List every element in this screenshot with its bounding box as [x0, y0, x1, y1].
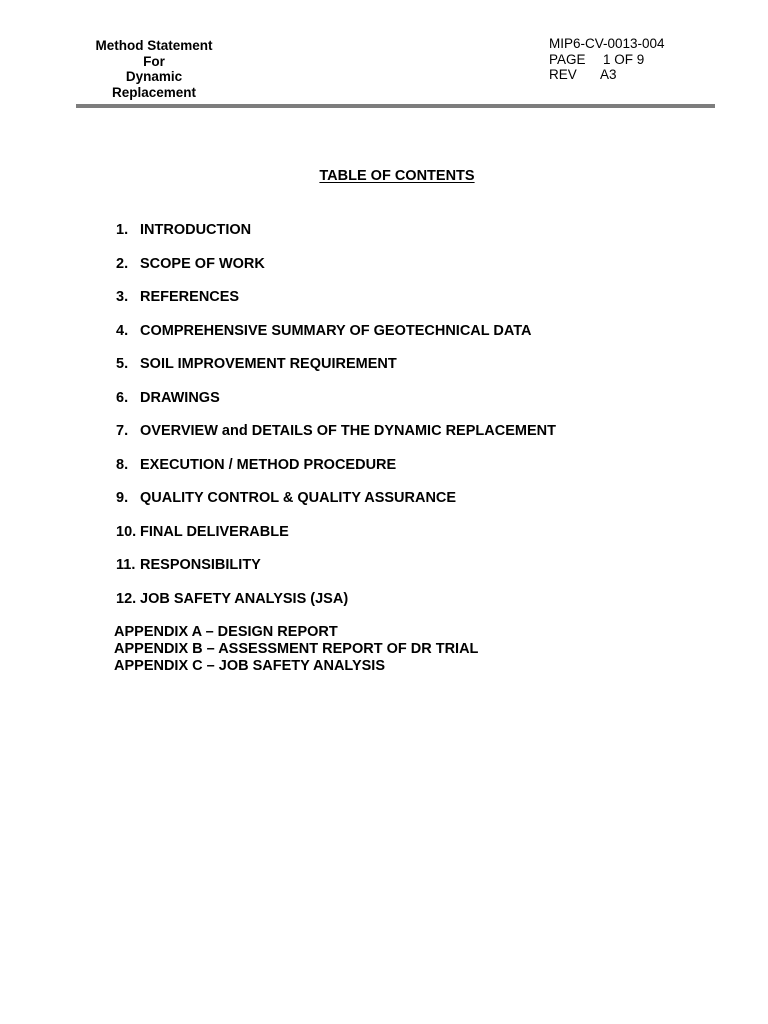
toc-item-number: 9. — [116, 490, 129, 507]
toc-list — [116, 221, 556, 624]
toc-item-label: COMPREHENSIVE SUMMARY OF GEOTECHNICAL DATA — [140, 322, 532, 339]
document-title-line: Replacement — [111, 84, 197, 100]
toc-item-label: SOIL IMPROVEMENT REQUIREMENT — [140, 356, 397, 373]
toc-item — [116, 221, 556, 255]
document-number: MIP6-CV-0013-004 — [549, 36, 665, 51]
toc-item-number: 3. — [116, 289, 129, 306]
toc-item-label: SCOPE OF WORK — [140, 255, 265, 272]
toc-item — [116, 456, 556, 490]
revision-label: REV — [549, 67, 577, 82]
toc-item-label: RESPONSIBILITY — [140, 557, 261, 574]
toc-item-number: 4. — [116, 322, 129, 339]
toc-item-number: 8. — [116, 456, 129, 473]
toc-item-label: INTRODUCTION — [140, 222, 252, 238]
document-title-line: Dynamic — [125, 69, 183, 84]
document-title — [84, 38, 224, 100]
appendix-item: APPENDIX A – DESIGN REPORT — [114, 624, 338, 640]
document-meta — [549, 36, 665, 83]
toc-item-number: 6. — [116, 389, 129, 406]
toc-item — [116, 288, 556, 322]
document-title-line: For — [143, 53, 165, 69]
appendix-list — [114, 624, 478, 674]
toc-item-label: REFERENCES — [140, 289, 240, 306]
toc-item — [116, 322, 556, 356]
toc-item — [116, 489, 556, 523]
toc-item-number: 10. — [116, 523, 137, 540]
page-label: PAGE — [549, 51, 586, 67]
toc-item-number: 1. — [116, 222, 129, 238]
toc-item — [116, 255, 556, 289]
toc-item — [116, 590, 556, 624]
toc-item — [116, 556, 556, 590]
toc-item-label: FINAL DELIVERABLE — [140, 523, 289, 540]
revision-value: A3 — [600, 67, 617, 82]
document-title-line: Method Statement — [95, 38, 213, 53]
toc-item-number: 11. — [116, 557, 136, 574]
toc-item — [116, 389, 556, 423]
toc-item-label: QUALITY CONTROL & QUALITY ASSURANCE — [140, 490, 457, 507]
toc-heading — [0, 168, 768, 184]
toc-item-label: DRAWINGS — [140, 389, 220, 406]
appendix-item: APPENDIX B – ASSESSMENT REPORT OF DR TRIAL — [114, 640, 479, 657]
appendix-item: APPENDIX C – JOB SAFETY ANALYSIS — [114, 657, 386, 674]
toc-item-label: OVERVIEW and DETAILS OF THE DYNAMIC REPLACEMENT — [140, 423, 556, 440]
page-info — [549, 52, 665, 68]
toc-item-label: EXECUTION / METHOD PROCEDURE — [140, 456, 397, 473]
header-divider — [76, 104, 715, 108]
revision-info — [549, 67, 665, 83]
toc-item-number: 12. — [116, 591, 137, 608]
toc-heading-text: TABLE OF CONTENTS — [319, 168, 475, 184]
page-value: 1 OF 9 — [603, 51, 645, 67]
toc-item — [116, 422, 556, 456]
toc-item-number: 7. — [116, 423, 129, 440]
toc-item — [116, 355, 556, 389]
toc-item — [116, 523, 556, 557]
toc-item-label: JOB SAFETY ANALYSIS (JSA) — [140, 591, 349, 608]
toc-item-number: 2. — [116, 255, 129, 272]
toc-item-number: 5. — [116, 356, 129, 373]
